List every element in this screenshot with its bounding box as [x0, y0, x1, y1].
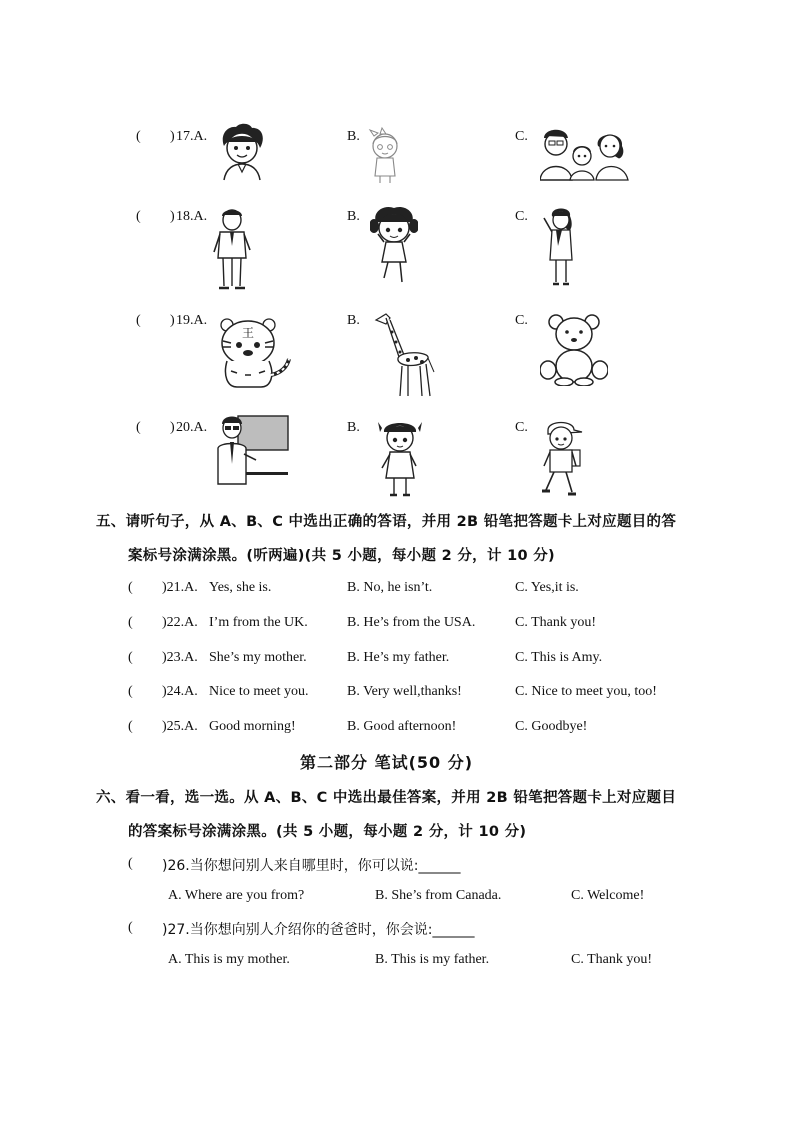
section5-instructions-line1: 五、请听句子，从 A、B、C 中选出正确的答语，并用 2B 铅笔把答题卡上对应题目的答	[96, 514, 677, 530]
q19-paren-open: (	[136, 313, 141, 328]
giraffe-icon	[372, 312, 436, 400]
q26-option-b: B. She’s from Canada.	[375, 888, 502, 903]
tiger-forehead-mark: 王	[241, 326, 255, 340]
part2-title: 第二部分 笔试(50 分)	[300, 753, 474, 772]
q26-paren: (	[128, 856, 133, 871]
q19-paren-close: )	[170, 313, 175, 328]
boy-with-cap-icon	[540, 420, 584, 498]
q18-number: 18.A.	[176, 209, 208, 224]
q17-option-b: B.	[347, 129, 360, 144]
q18-paren-close: )	[170, 209, 175, 224]
q21-option-b: B. No, he isn’t.	[347, 580, 433, 595]
q27-stem: )27.当你想向别人介绍你的爸爸时，你会说:______	[162, 922, 475, 938]
q22-paren: (	[128, 615, 133, 630]
q22-number: )22.A.	[162, 615, 198, 630]
q20-paren-close: )	[170, 420, 175, 435]
q20-option-b: B.	[347, 420, 360, 435]
q18-option-c: C.	[515, 209, 528, 224]
q23-number: )23.A.	[162, 650, 198, 665]
q17-paren-open: (	[136, 129, 141, 144]
q27-option-a: A. This is my mother.	[168, 952, 290, 967]
section5-instructions-line2: 案标号涂满涂黑。(听两遍)(共 5 小题，每小题 2 分，计 10 分)	[128, 548, 555, 564]
q24-option-a: Nice to meet you.	[209, 684, 309, 699]
q21-number: )21.A.	[162, 580, 198, 595]
q20-paren-open: (	[136, 420, 141, 435]
q21-option-a: Yes, she is.	[209, 580, 272, 595]
q25-number: )25.A.	[162, 719, 198, 734]
waving-woman-icon	[540, 206, 582, 288]
q23-option-b: B. He’s my father.	[347, 650, 450, 665]
teacher-at-blackboard-icon	[216, 414, 290, 486]
q25-option-a: Good morning!	[209, 719, 296, 734]
q24-number: )24.A.	[162, 684, 198, 699]
tiger-cub-icon	[215, 315, 295, 391]
q26-option-a: A. Where are you from?	[168, 888, 305, 903]
q23-option-c: C. This is Amy.	[515, 650, 603, 665]
q24-paren: (	[128, 684, 133, 699]
q26-stem: )26.当你想问别人来自哪里时，你可以说:______	[162, 858, 461, 874]
man-in-suit-icon	[212, 206, 252, 292]
q19-number: 19.A.	[176, 313, 208, 328]
q22-option-c: C. Thank you!	[515, 615, 597, 630]
section6-instructions-line1: 六、看一看，选一选。从 A、B、C 中选出最佳答案，并用 2B 铅笔把答题卡上对应题目	[96, 790, 677, 806]
q26-option-c: C. Welcome!	[571, 888, 645, 903]
q23-option-a: She’s my mother.	[209, 650, 307, 665]
q20-number: 20.A.	[176, 420, 208, 435]
q19-option-b: B.	[347, 313, 360, 328]
curly-haired-boy-icon	[218, 122, 266, 182]
q18-option-b: B.	[347, 209, 360, 224]
section6-instructions-line2: 的答案标号涂满涂黑。(共 5 小题，每小题 2 分，计 10 分)	[128, 824, 527, 840]
teddy-bear-icon	[540, 312, 608, 386]
q17-number: 17.A.	[176, 129, 208, 144]
q18-paren-open: (	[136, 209, 141, 224]
q24-option-c: C. Nice to meet you, too!	[515, 684, 657, 699]
q20-option-c: C.	[515, 420, 528, 435]
q25-option-c: C. Goodbye!	[515, 719, 588, 734]
pigtail-girl-icon	[378, 418, 422, 498]
q19-option-c: C.	[515, 313, 528, 328]
girl-with-bow-icon	[368, 126, 402, 184]
q22-option-b: B. He’s from the USA.	[347, 615, 476, 630]
q17-option-c: C.	[515, 129, 528, 144]
q25-option-b: B. Good afternoon!	[347, 719, 457, 734]
jumping-girl-icon	[370, 206, 418, 286]
q24-option-b: B. Very well,thanks!	[347, 684, 462, 699]
q27-option-b: B. This is my father.	[375, 952, 490, 967]
family-portrait-icon	[540, 124, 632, 182]
q25-paren: (	[128, 719, 133, 734]
q27-option-c: C. Thank you!	[571, 952, 653, 967]
q21-option-c: C. Yes,it is.	[515, 580, 579, 595]
q17-paren-close: )	[170, 129, 175, 144]
q22-option-a: I’m from the UK.	[209, 615, 308, 630]
q23-paren: (	[128, 650, 133, 665]
q21-paren: (	[128, 580, 133, 595]
q27-paren: (	[128, 920, 133, 935]
